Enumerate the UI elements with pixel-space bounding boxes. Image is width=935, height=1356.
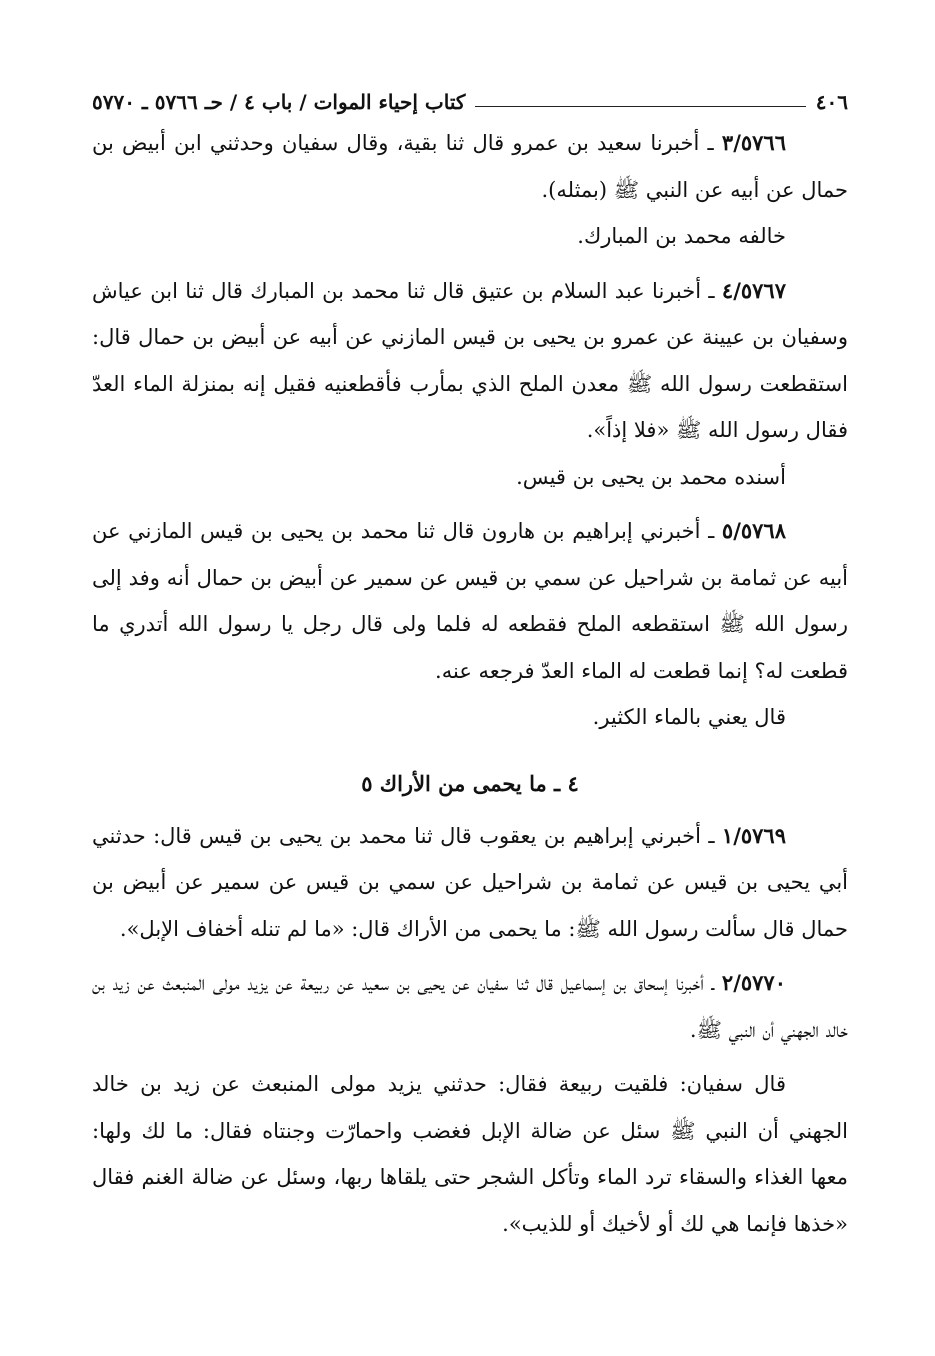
commentary-text: أسنده محمد بن يحيى بن قيس. <box>516 464 786 489</box>
hadith-text: ـ أخبرني إبراهيم بن يعقوب قال ثنا محمد بن يحيى بن قيس قال: حدثني أبي يحيى بن قيس عن ثمامة بن شراحيل عن سمي بن قيس عن سمير عن أبيض بن حمال قال سألت رسول الله ﷺ: ما يحمى من الأراك قال: «ما لم تنله أخفاف الإبل». <box>92 823 848 941</box>
hadith-5766 <box>92 120 848 213</box>
hadith-5767 <box>92 268 848 454</box>
hadith-text: ـ أخبرني إبراهيم بن هارون قال ثنا محمد بن يحيى بن قيس المازني عن أبيه عن ثمامة بن شراحيل عن سمي بن قيس عن سمير عن أبيض بن حمال أنه وفد إلى رسول الله ﷺ استقطعه الملح فقطعه له فلما ولى قال رجل يا رسول الله أتدري ما قطعت له؟ إنما قطعت له الماء العدّ فرجعه عنه. <box>92 519 848 683</box>
hadith-5770 <box>92 960 848 1053</box>
chapter-heading: ٤ ـ ما يحمى من الأراك ٥ <box>361 770 579 796</box>
commentary-text: خالفه محمد بن المبارك. <box>577 224 786 248</box>
commentary-paragraph <box>92 1061 848 1247</box>
commentary-line <box>92 454 848 501</box>
hadith-text: ـ أخبرنا عبد السلام بن عتيق قال ثنا محمد بن المبارك قال ثنا ابن عياش وسفيان بن عيينة عن عمرو بن يحيى بن قيس المازني عن أبيه عن أبيض بن حمال قال: استقطعت رسول الله ﷺ معدن الملح الذي بمأرب فأقطعنيه فقيل إنه بمنزلة الماء العدّ فقال رسول الله ﷺ «فلا إذاً». <box>92 278 848 442</box>
hadith-number: ٤/٥٧٦٧ <box>721 277 786 303</box>
hadith-number: ٣/٥٧٦٦ <box>721 130 786 155</box>
commentary-line <box>92 694 848 741</box>
hadith-number: ٥/٥٧٦٨ <box>721 518 786 543</box>
header-rule <box>475 106 805 107</box>
hadith-5769 <box>92 813 848 953</box>
hadith-number: ٢/٥٧٧٠ <box>721 970 786 995</box>
commentary-text: قال سفيان: فلقيت ربيعة فقال: حدثني يزيد مولى المنبعث عن زيد بن خالد الجهني أن النبي ﷺ سئل عن ضالة الإبل فغضب واحمارّت وجنتاه فقال: ما لك ولها: معها الغذاء والسقاء ترد الماء وتأكل الشجر حتى يلقاها ربها، وسئل عن ضالة الغنم فقال «خذها فإنما هي لك أو لأخيك أو للذيب». <box>92 1072 848 1236</box>
hadith-5768 <box>92 508 848 694</box>
running-title: كتاب إحياء الموات / باب ٤ / حـ ٥٧٦٦ ـ ٥٧٧٠ <box>92 90 466 114</box>
page-header <box>92 78 848 112</box>
commentary-line <box>92 213 848 260</box>
hadith-text: ـ أخبرنا إسحاق بن إسماعيل قال ثنا سفيان عن يحيى بن سعيد عن ربيعة عن يزيد مولى المنبعث عن زيد بن خالد الجهني أن النبي ﷺ. <box>92 971 848 1042</box>
hadith-text: ـ أخبرنا سعيد بن عمرو قال ثنا بقية، وقال سفيان وحدثني ابن أبيض بن حمال عن أبيه عن النبي ﷺ (بمثله). <box>92 131 848 202</box>
book-page <box>92 78 848 1338</box>
page-number: ٤٠٦ <box>815 90 848 114</box>
commentary-text: قال يعني بالماء الكثير. <box>592 705 786 729</box>
hadith-number: ١/٥٧٦٩ <box>721 822 786 848</box>
